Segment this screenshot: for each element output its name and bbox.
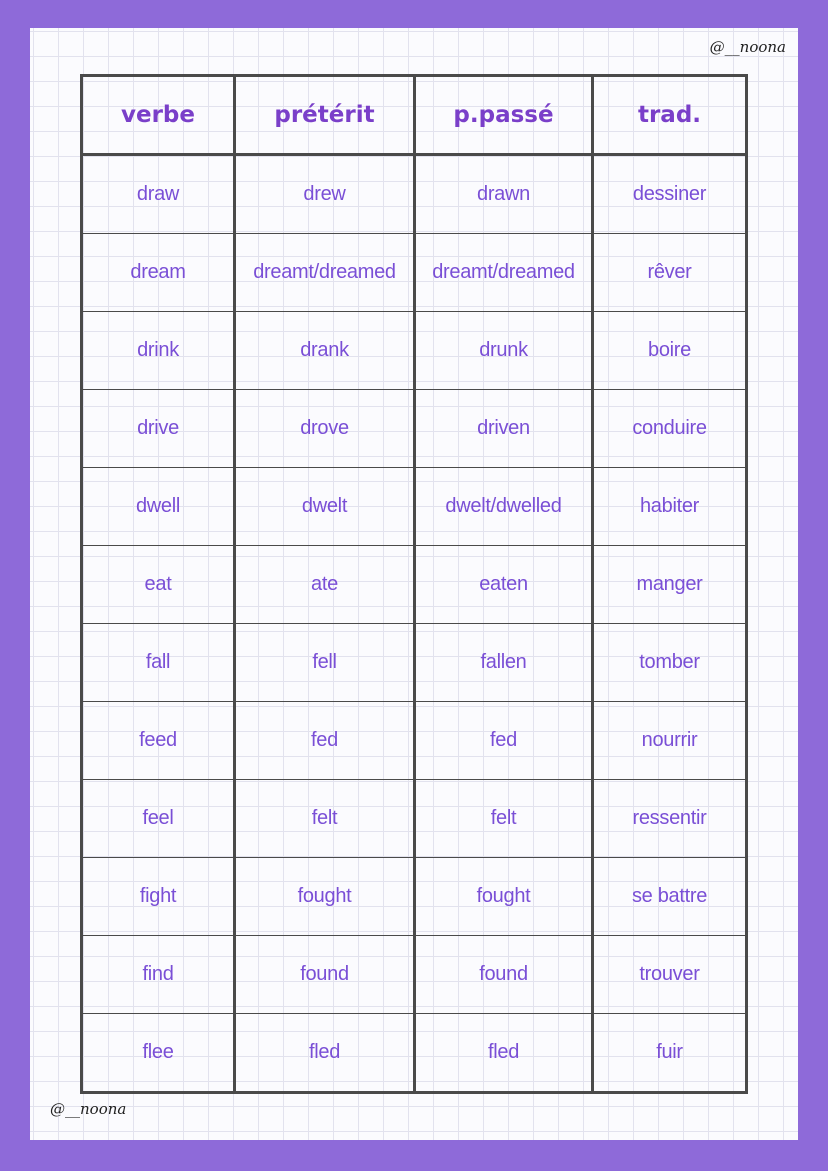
table-header-row	[82, 76, 747, 155]
cell-verbe: find	[82, 936, 235, 1014]
table-row	[82, 624, 747, 702]
cell-preterit: found	[235, 936, 415, 1014]
cell-verbe: eat	[82, 546, 235, 624]
cell-verbe: drive	[82, 390, 235, 468]
notebook-page	[30, 28, 798, 1140]
cell-verbe: drink	[82, 312, 235, 390]
cell-past-participle: fed	[415, 702, 593, 780]
cell-translation: rêver	[593, 234, 747, 312]
cell-preterit: drove	[235, 390, 415, 468]
header-preterit: prétérit	[235, 76, 415, 155]
table-row	[82, 1014, 747, 1093]
table-row	[82, 780, 747, 858]
cell-past-participle: found	[415, 936, 593, 1014]
table-row	[82, 936, 747, 1014]
table-row	[82, 312, 747, 390]
cell-preterit: dreamt/dreamed	[235, 234, 415, 312]
cell-preterit: fell	[235, 624, 415, 702]
irregular-verbs-table	[80, 74, 748, 1094]
watermark-top: @__noona	[709, 38, 786, 56]
cell-preterit: fled	[235, 1014, 415, 1093]
cell-verbe: flee	[82, 1014, 235, 1093]
cell-verbe: draw	[82, 155, 235, 234]
cell-verbe: dream	[82, 234, 235, 312]
cell-past-participle: fled	[415, 1014, 593, 1093]
table-row	[82, 390, 747, 468]
cell-preterit: dwelt	[235, 468, 415, 546]
cell-preterit: felt	[235, 780, 415, 858]
cell-verbe: fall	[82, 624, 235, 702]
cell-translation: boire	[593, 312, 747, 390]
cell-preterit: ate	[235, 546, 415, 624]
cell-past-participle: dwelt/dwelled	[415, 468, 593, 546]
cell-past-participle: drawn	[415, 155, 593, 234]
cell-translation: manger	[593, 546, 747, 624]
table-row	[82, 468, 747, 546]
header-translation: trad.	[593, 76, 747, 155]
cell-verbe: fight	[82, 858, 235, 936]
cell-translation: tomber	[593, 624, 747, 702]
header-past-participle: p.passé	[415, 76, 593, 155]
cell-preterit: fought	[235, 858, 415, 936]
cell-translation: trouver	[593, 936, 747, 1014]
watermark-bottom: @__noona	[50, 1100, 127, 1118]
cell-translation: dessiner	[593, 155, 747, 234]
table-row	[82, 234, 747, 312]
cell-past-participle: drunk	[415, 312, 593, 390]
cell-translation: ressentir	[593, 780, 747, 858]
cell-preterit: fed	[235, 702, 415, 780]
cell-verbe: feel	[82, 780, 235, 858]
cell-translation: nourrir	[593, 702, 747, 780]
cell-translation: conduire	[593, 390, 747, 468]
cell-past-participle: fallen	[415, 624, 593, 702]
cell-past-participle: driven	[415, 390, 593, 468]
cell-past-participle: eaten	[415, 546, 593, 624]
cell-translation: se battre	[593, 858, 747, 936]
cell-verbe: feed	[82, 702, 235, 780]
cell-past-participle: fought	[415, 858, 593, 936]
cell-translation: fuir	[593, 1014, 747, 1093]
cell-past-participle: dreamt/dreamed	[415, 234, 593, 312]
cell-past-participle: felt	[415, 780, 593, 858]
table-row	[82, 702, 747, 780]
header-verbe: verbe	[82, 76, 235, 155]
table-row	[82, 546, 747, 624]
table-row	[82, 155, 747, 234]
cell-preterit: drew	[235, 155, 415, 234]
cell-verbe: dwell	[82, 468, 235, 546]
cell-preterit: drank	[235, 312, 415, 390]
table-row	[82, 858, 747, 936]
cell-translation: habiter	[593, 468, 747, 546]
